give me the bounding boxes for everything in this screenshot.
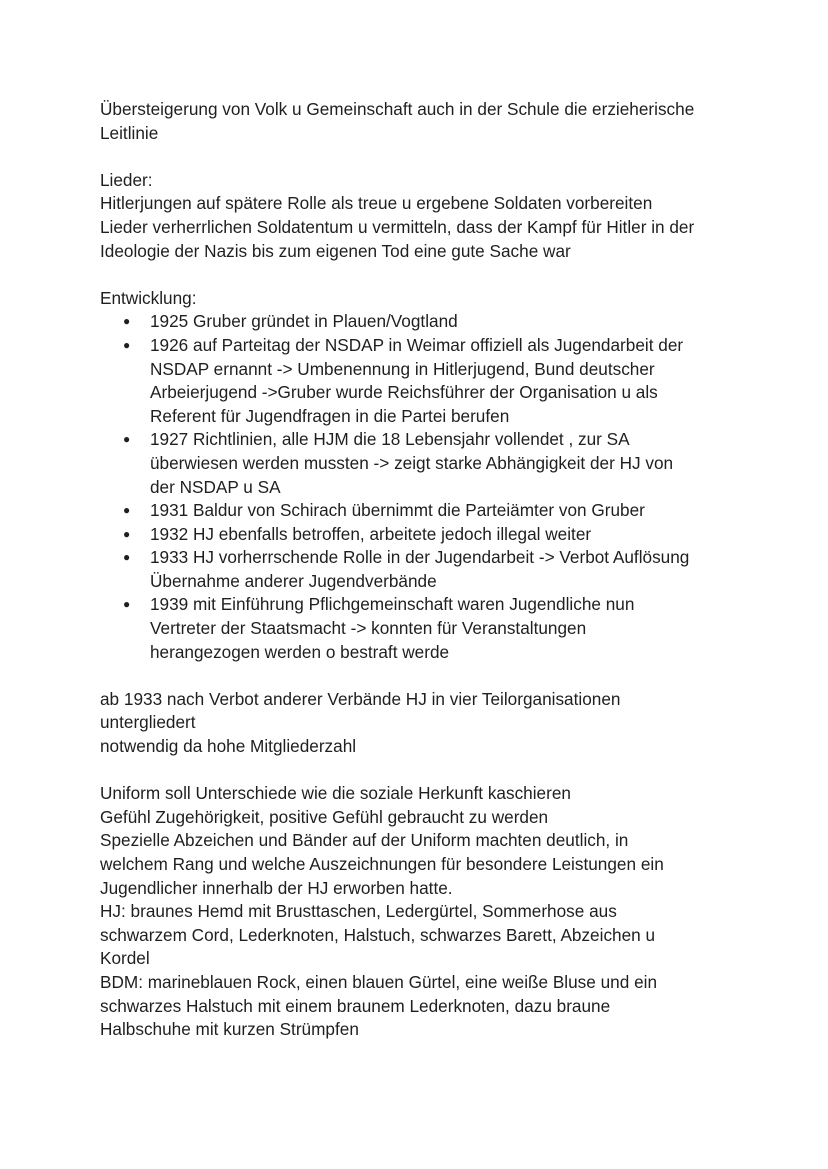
text-line: der NSDAP u SA (150, 476, 281, 497)
lieder-heading: Lieder: (100, 169, 153, 190)
text-line: Halbschuhe mit kurzen Strümpfen (100, 1019, 359, 1040)
bullet-icon: ● (123, 503, 131, 518)
bullet-icon: ● (123, 597, 131, 612)
spacer (100, 145, 740, 169)
text-line: Spezielle Abzeichen und Bänder auf der Uniform machten deutlich, in (100, 830, 629, 851)
spacer (100, 759, 740, 783)
bullet-icon: ● (123, 550, 131, 565)
text-line: BDM: marineblauen Rock, einen blauen Gürtel, eine weiße Bluse und ein (100, 971, 657, 992)
text-line: untergliedert (100, 712, 196, 733)
text-line: HJ: braunes Hemd mit Brusttaschen, Ledergürtel, Sommerhose aus (100, 901, 617, 922)
list-item (123, 310, 740, 334)
text-line: Kordel (100, 948, 150, 969)
bullet-icon: ● (123, 526, 131, 541)
uniform-paragraph (100, 782, 740, 1042)
document-page (100, 98, 740, 1042)
list-item (123, 334, 740, 428)
spacer (100, 263, 740, 287)
intro-paragraph (100, 98, 740, 145)
text-line: ab 1933 nach Verbot anderer Verbände HJ in vier Teilorganisationen (100, 688, 621, 709)
text-line: notwendig da hohe Mitgliederzahl (100, 736, 357, 757)
text-line: überwiesen werden mussten -> zeigt starke Abhängigkeit der HJ von (150, 452, 674, 473)
bullet-icon: ● (123, 432, 131, 447)
text-line: 1933 HJ vorherrschende Rolle in der Jugendarbeit -> Verbot Auflösung (150, 547, 690, 568)
list-item (123, 593, 740, 664)
list-item (123, 499, 740, 523)
bullet-icon: ● (123, 314, 131, 329)
text-line: Hitlerjungen auf spätere Rolle als treue u ergebene Soldaten vorbereiten (100, 193, 653, 214)
text-line: herangezogen werden o bestraft werde (150, 641, 450, 662)
text-line: Uniform soll Unterschiede wie die soziale Herkunft kaschieren (100, 783, 571, 804)
text-line: Übersteigerung von Volk u Gemeinschaft auch in der Schule die erzieherische (100, 99, 695, 119)
text-line: schwarzes Halstuch mit einem braunem Lederknoten, dazu braune (100, 995, 611, 1016)
text-line: 1939 mit Einführung Pflichgemeinschaft waren Jugendliche nun (150, 594, 635, 615)
text-line: Vertreter der Staatsmacht -> konnten für Veranstaltungen (150, 618, 587, 639)
bullet-icon: ● (123, 337, 131, 352)
text-line: 1931 Baldur von Schirach übernimmt die Parteiämter von Gruber (150, 500, 645, 521)
text-line: Ideologie der Nazis bis zum eigenen Tod eine gute Sache war (100, 240, 571, 261)
entwicklung-section (100, 287, 740, 665)
list-item (123, 428, 740, 499)
spacer (100, 664, 740, 688)
text-line: Arbeierjugend ->Gruber wurde Reichsführer der Organisation u als (150, 382, 658, 403)
text-line: 1927 Richtlinien, alle HJM die 18 Lebensjahr vollendet , zur SA (150, 429, 630, 450)
text-line: schwarzem Cord, Lederknoten, Halstuch, schwarzes Barett, Abzeichen u (100, 924, 656, 945)
list-item (123, 523, 740, 547)
text-line: NSDAP ernannt -> Umbenennung in Hitlerjugend, Bund deutscher (150, 358, 655, 379)
text-line: 1932 HJ ebenfalls betroffen, arbeitete jedoch illegal weiter (150, 523, 592, 544)
entwicklung-list (100, 310, 740, 664)
verbot-paragraph (100, 688, 740, 759)
list-item (123, 546, 740, 593)
text-line: 1926 auf Parteitag der NSDAP in Weimar offiziell als Jugendarbeit der (150, 334, 684, 355)
text-line: 1925 Gruber gründet in Plauen/Vogtland (150, 311, 458, 332)
text-line: Referent für Jugendfragen in die Partei berufen (150, 405, 510, 426)
text-line: Gefühl Zugehörigkeit, positive Gefühl gebraucht zu werden (100, 806, 549, 827)
text-line: Leitlinie (100, 122, 159, 143)
lieder-section (100, 169, 740, 263)
entwicklung-heading: Entwicklung: (100, 287, 197, 308)
text-line: Lieder verherrlichen Soldatentum u vermitteln, dass der Kampf für Hitler in der (100, 216, 695, 237)
text-line: Übernahme anderer Jugendverbände (150, 570, 437, 591)
text-line: welchem Rang und welche Auszeichnungen für besondere Leistungen ein (100, 854, 664, 874)
text-line: Jugendlicher innerhalb der HJ erworben hatte. (100, 877, 453, 898)
